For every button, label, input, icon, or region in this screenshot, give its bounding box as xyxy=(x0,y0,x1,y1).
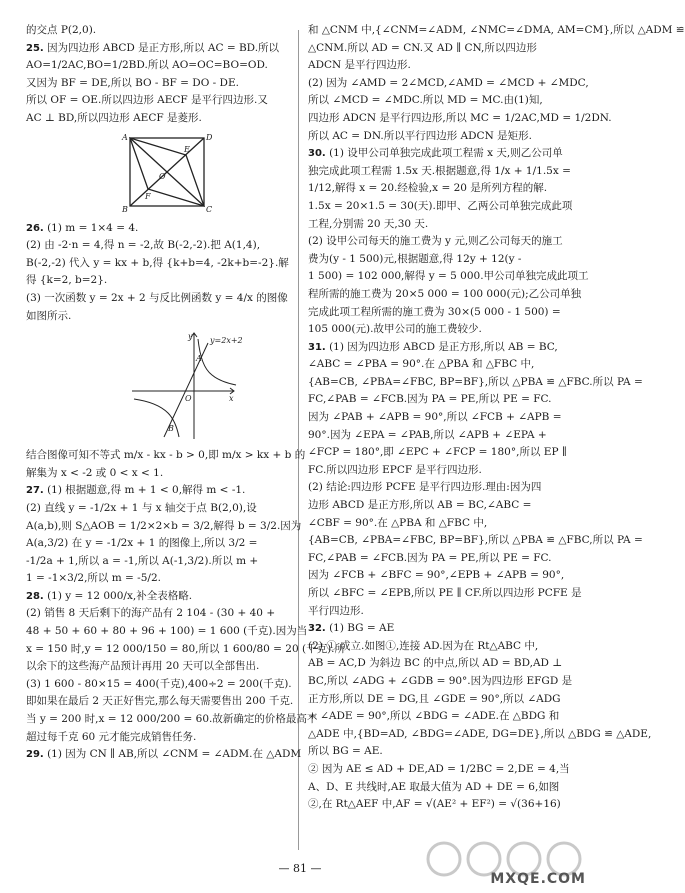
line-equation-label: y=2x+2 xyxy=(210,336,243,346)
answer-text: ② 因为 AE ≤ AD + DE,AD = 1/2BC = 2,DE = 4,当 xyxy=(308,762,570,775)
label-o: O xyxy=(159,171,166,181)
answer-text: ∠FCP = 180°,即 ∠EPC + ∠FCP = 180°,所以 EP ∥ xyxy=(308,446,567,459)
answer-line xyxy=(26,553,296,571)
answer-text: (1) BG = AE xyxy=(329,622,395,635)
answer-line xyxy=(308,356,578,374)
answer-text: (2) 销售 8 天后剩下的海产品有 2 104 - (30 + 40 + xyxy=(26,607,276,620)
answer-line xyxy=(26,220,296,238)
answer-text: 得 {k=2, b=2}. xyxy=(26,274,108,287)
answer-line xyxy=(26,22,296,40)
answer-line xyxy=(308,532,643,550)
answer-line xyxy=(308,779,578,797)
point-a-label: A xyxy=(196,354,202,364)
answer-text: 1.5x = 20×1.5 = 30(天).即甲、乙两公司单独完成此项 xyxy=(308,199,573,212)
answer-text: △ADE 中,{BD=AD, ∠BDG=∠ADE, DG=DE},所以 △BDG ≌ △ADE, xyxy=(308,727,652,740)
answer-text: 因为四边形 ABCD 是正方形,所以 AC = BD.所以 xyxy=(47,41,280,54)
question-number: 27. xyxy=(26,485,44,497)
answer-line xyxy=(26,500,296,518)
answer-text: 结合图像可知不等式 m/x - kx - b > 0,即 m/x > kx + b 的 xyxy=(26,449,306,462)
answer-text: ∠CBF = 90°.在 △PBA 和 △FBC 中, xyxy=(308,516,488,529)
answer-text: 即如果在最后 2 天正好售完,那么每天需要售出 200 千克. xyxy=(26,695,294,708)
point-b-label: B xyxy=(168,424,174,434)
answer-text: 平行四边形. xyxy=(308,604,364,617)
question-number: 31. xyxy=(308,341,326,353)
answer-line xyxy=(308,92,578,110)
question-number: 28. xyxy=(26,590,44,602)
answers-block-26 xyxy=(26,220,296,326)
origin-label: O xyxy=(185,394,192,404)
page-number: — 81 — xyxy=(278,862,322,875)
answer-text: (3) 1 600 - 80×15 = 400(千克),400÷2 = 200(千克). xyxy=(26,677,292,690)
answer-text: AB = AC,D 为斜边 BC 的中点,所以 AD = BD,AD ⊥ xyxy=(308,657,563,670)
answer-text: 完成此项工程所需的施工费为 30×(5 000 - 1 500) = xyxy=(308,305,561,318)
answer-text: FC.所以四边形 EPCF 是平行四边形. xyxy=(308,463,482,476)
answer-text: {AB=CB, ∠PBA=∠FBC, BP=BF},所以 △PBA ≌ △FBC.所以 PA = xyxy=(308,375,643,388)
answer-line xyxy=(308,620,578,638)
answer-line xyxy=(308,374,643,392)
function-graph-figure xyxy=(130,329,243,441)
answer-line xyxy=(308,708,578,726)
answer-text: 费为(y - 1 500)元,根据题意,得 12y + 12(y - xyxy=(308,252,522,265)
answer-line xyxy=(308,22,685,40)
answer-line xyxy=(308,286,582,304)
answer-line xyxy=(308,233,578,251)
answer-text: ∠ABC = ∠PBA = 90°.在 △PBA 和 △FBC 中, xyxy=(308,358,535,371)
answer-line xyxy=(308,163,578,181)
answer-line xyxy=(308,691,578,709)
column-divider xyxy=(298,30,299,850)
answer-line xyxy=(308,444,578,462)
answer-text: (2) 结论:四边形 PCFE 是平行四边形.理由:因为四 xyxy=(308,481,542,494)
answer-text: (2) 设甲公司每天的施工费为 y 元,则乙公司每天的施工 xyxy=(308,235,563,248)
answer-text: 90°.因为 ∠EPA = ∠PAB,所以 ∠APB + ∠EPA + xyxy=(308,428,547,441)
answer-text: 所以 ∠MCD = ∠MDC.所以 MD = MC.由(1)知, xyxy=(308,94,543,107)
answer-line xyxy=(308,567,578,585)
answer-text: 48 + 50 + 60 + 80 + 96 + 100) = 1 600 (千克).因为当 xyxy=(26,625,308,638)
answer-text: 超过每千克 60 元才能完成销售任务. xyxy=(26,730,197,743)
answer-text: A(a,3/2) 在 y = -1/2x + 1 的图像上,所以 3/2 = xyxy=(26,537,258,550)
answer-text: 正方形,所以 DE = DG,且 ∠GDE = 90°,所以 ∠ADG xyxy=(308,692,561,705)
answer-text: 因为 ∠FCB + ∠BFC = 90°,∠EPB + ∠APB = 90°, xyxy=(308,569,565,582)
answer-text: (2) 因为 ∠AMD = 2∠MCD,∠AMD = ∠MCD + ∠MDC, xyxy=(308,76,589,89)
answer-line xyxy=(26,641,346,659)
answer-line xyxy=(308,673,578,691)
answer-text: 的交点 P(2,0). xyxy=(26,24,97,36)
answer-line xyxy=(308,304,578,322)
answer-line xyxy=(26,75,296,93)
answer-line xyxy=(26,40,296,58)
question-number: 26. xyxy=(26,222,44,234)
answer-text: 如图所示. xyxy=(26,309,72,322)
answer-line xyxy=(26,605,296,623)
label-e: E xyxy=(184,144,190,154)
label-b: B xyxy=(122,204,128,214)
answer-line xyxy=(26,447,306,465)
answer-line xyxy=(26,110,296,128)
answer-text: A(a,b),则 S△AOB = 1/2×2×b = 3/2,解得 b = 3/2.因为 xyxy=(26,519,302,532)
answer-line xyxy=(308,761,578,779)
answer-line xyxy=(26,237,296,255)
axis-x-label: x xyxy=(229,394,234,404)
answer-text: 独完成此项工程需 1.5x 天.根据题意,得 1/x + 1/1.5x = xyxy=(308,164,571,177)
answer-text: 所以 AC = DN.所以平行四边形 ADCN 是矩形. xyxy=(308,129,532,142)
answer-text: (2) 由 -2·n = 4,得 n = -2,故 B(-2,-2).把 A(1,4), xyxy=(26,239,261,252)
answer-line xyxy=(26,570,296,588)
answer-text: 所以 ∠BFC = ∠EPB,所以 PE ∥ CF.所以四边形 PCFE 是 xyxy=(308,587,582,599)
answer-line xyxy=(26,465,296,483)
label-c: C xyxy=(206,204,213,214)
answer-text: (1) 设甲公司单独完成此项工程需 x 天,则乙公司单 xyxy=(329,147,563,160)
answer-text: (1) y = 12 000/x,补全表格略. xyxy=(47,589,193,602)
answer-line xyxy=(308,321,578,339)
answer-text: AO=1/2AC,BO=1/2BD.所以 AO=OC=BO=OD. xyxy=(26,59,268,72)
answer-text: 1 = -1×3/2,所以 m = -5/2. xyxy=(26,572,161,585)
answer-line xyxy=(308,40,578,58)
label-f: F xyxy=(145,191,151,201)
answer-text: (1) 因为 CN ∥ AB,所以 ∠CNM = ∠ADM.在 △ADM xyxy=(47,748,302,761)
answer-text: {AB=CB, ∠PBA=∠FBC, BP=BF},所以 △PBA ≌ △FBC,所以 PA = xyxy=(308,534,643,547)
answer-line xyxy=(308,655,578,673)
answer-text: 所以 BG = AE. xyxy=(308,745,383,758)
answer-text: 当 y = 200 时,x = 12 000/200 = 60.故新确定的价格最高不 xyxy=(26,713,318,726)
answer-line xyxy=(26,272,296,290)
answer-text: 四边形 ADCN 是平行四边形,所以 MC = 1/2AC,MD = 1/2DN. xyxy=(308,111,612,124)
answer-line xyxy=(308,268,589,286)
answer-text: (1) 根据题意,得 m + 1 < 0,解得 m < -1. xyxy=(47,484,246,497)
answer-line xyxy=(26,92,296,110)
answer-line xyxy=(26,711,318,729)
answer-line xyxy=(26,290,296,308)
answer-line xyxy=(308,409,578,427)
answer-line xyxy=(308,726,652,744)
answers-block-24-25 xyxy=(26,22,296,128)
answer-text: + ∠ADE = 90°,所以 ∠BDG = ∠ADE.在 △BDG 和 xyxy=(308,710,560,723)
answer-text: 105 000(元).故甲公司的施工费较少. xyxy=(308,323,482,336)
answer-line xyxy=(26,658,296,676)
answer-text: 1 500) = 102 000,解得 y = 5 000.甲公司单独完成此项工 xyxy=(308,270,589,283)
question-number: 32. xyxy=(308,623,326,635)
answer-line xyxy=(308,796,578,814)
answer-line xyxy=(308,638,578,656)
answer-line xyxy=(26,518,302,536)
answer-line xyxy=(308,145,578,163)
square-diagram-figure xyxy=(122,132,212,214)
answer-text: △CNM.所以 AD = CN.又 AD ∥ CN,所以四边形 xyxy=(308,41,537,54)
answer-text: (2) 直线 y = -1/2x + 1 与 x 轴交于点 B(2,0),设 xyxy=(26,501,257,514)
answer-line xyxy=(308,497,578,515)
answer-text: ②,在 Rt△AEF 中,AF = √(AE² + EF²) = √(36+16) xyxy=(308,798,561,811)
answer-text: 又因为 BF = DE,所以 BO - BF = DO - DE. xyxy=(26,76,239,89)
answer-line xyxy=(308,427,578,445)
answer-text: B(-2,-2) 代入 y = kx + b,得 {k+b=4, -2k+b=-2}.解 xyxy=(26,256,289,269)
answer-line xyxy=(26,308,296,326)
answer-text: ADCN 是平行四边形. xyxy=(308,59,411,72)
answer-line xyxy=(26,623,308,641)
answer-line xyxy=(26,693,296,711)
answer-line xyxy=(26,676,296,694)
answer-line xyxy=(26,746,302,764)
answer-line xyxy=(308,479,578,497)
answer-line xyxy=(26,57,296,75)
answer-text: 和 △CNM 中,{∠CNM=∠ADM, ∠NMC=∠DMA, AM=CM},所以 △ADM ≌ xyxy=(308,24,685,36)
answer-text: FC,∠PAB = ∠FCB.因为 PA = PE,所以 PE = FC. xyxy=(308,393,552,406)
answer-line xyxy=(26,482,296,500)
question-number: 29. xyxy=(26,749,44,761)
answer-text: x = 150 时,y = 12 000/150 = 80,所以 1 600/80 = 20 (千克).所 xyxy=(26,642,346,655)
answer-text: 1/12,解得 x = 20.经检验,x = 20 是所列方程的解. xyxy=(308,182,548,195)
right-column xyxy=(308,22,685,814)
answer-text: (3) 一次函数 y = 2x + 2 与反比例函数 y = 4/x 的图像 xyxy=(26,291,288,304)
answer-text: (1) 因为四边形 ABCD 是正方形,所以 AB = BC, xyxy=(329,340,558,353)
answer-text: AC ⊥ BD,所以四边形 AECF 是菱形. xyxy=(26,111,202,124)
answer-text: 以余下的这些海产品预计再用 20 天可以全部售出. xyxy=(26,660,260,673)
watermark-text: MXQE.COM xyxy=(490,871,586,887)
answer-line xyxy=(308,251,578,269)
answer-text: 因为 ∠PAB + ∠APB = 90°,所以 ∠FCB + ∠APB = xyxy=(308,411,562,424)
answer-line xyxy=(26,588,296,606)
question-number: 30. xyxy=(308,148,326,160)
answer-text: 解集为 x < -2 或 0 < x < 1. xyxy=(26,466,164,479)
answer-line xyxy=(308,515,578,533)
answer-line xyxy=(308,128,578,146)
answer-line xyxy=(308,603,578,621)
answer-line xyxy=(308,391,578,409)
label-d: D xyxy=(206,132,213,142)
answer-text: 程所需的施工费为 20×5 000 = 100 000(元);乙公司单独 xyxy=(308,287,582,300)
answer-text: BC,所以 ∠ADG + ∠GDB = 90°.因为四边形 EFGD 是 xyxy=(308,674,573,687)
label-a: A xyxy=(122,132,128,142)
answer-text: 工程,分别需 20 天,30 天. xyxy=(308,217,429,230)
answer-line xyxy=(308,57,578,75)
answer-text: -1/2a + 1,所以 a = -1,所以 A(-1,3/2).所以 m + xyxy=(26,554,259,567)
answer-text: (2) ① 成立.如图①,连接 AD.因为在 Rt△ABC 中, xyxy=(308,639,539,652)
answer-line xyxy=(308,550,578,568)
answer-line xyxy=(308,743,578,761)
question-number: 25. xyxy=(26,42,44,54)
answer-line xyxy=(308,180,578,198)
answer-line xyxy=(308,110,612,128)
answer-line xyxy=(308,462,578,480)
answer-line xyxy=(308,216,578,234)
answer-text: FC,∠PAB = ∠FCB.因为 PA = PE,所以 PE = FC. xyxy=(308,551,552,564)
answer-text: 边形 ABCD 是正方形,所以 AB = BC,∠ABC = xyxy=(308,499,532,512)
answers-block-29-32 xyxy=(308,22,685,814)
axis-y-label: y xyxy=(188,332,193,342)
answer-text: (1) m = 1×4 = 4. xyxy=(47,221,139,234)
answer-line xyxy=(308,339,578,357)
answer-line xyxy=(308,75,589,93)
answer-line xyxy=(26,729,296,747)
answer-text: A、D、E 共线时,AE 取最大值为 AD + DE = 6,如图 xyxy=(308,780,560,793)
answer-text: 所以 OF = OE.所以四边形 AECF 是平行四边形.又 xyxy=(26,94,268,107)
answer-line xyxy=(308,585,582,603)
answer-line xyxy=(26,535,296,553)
answer-line xyxy=(26,255,296,273)
answer-line xyxy=(308,198,578,216)
